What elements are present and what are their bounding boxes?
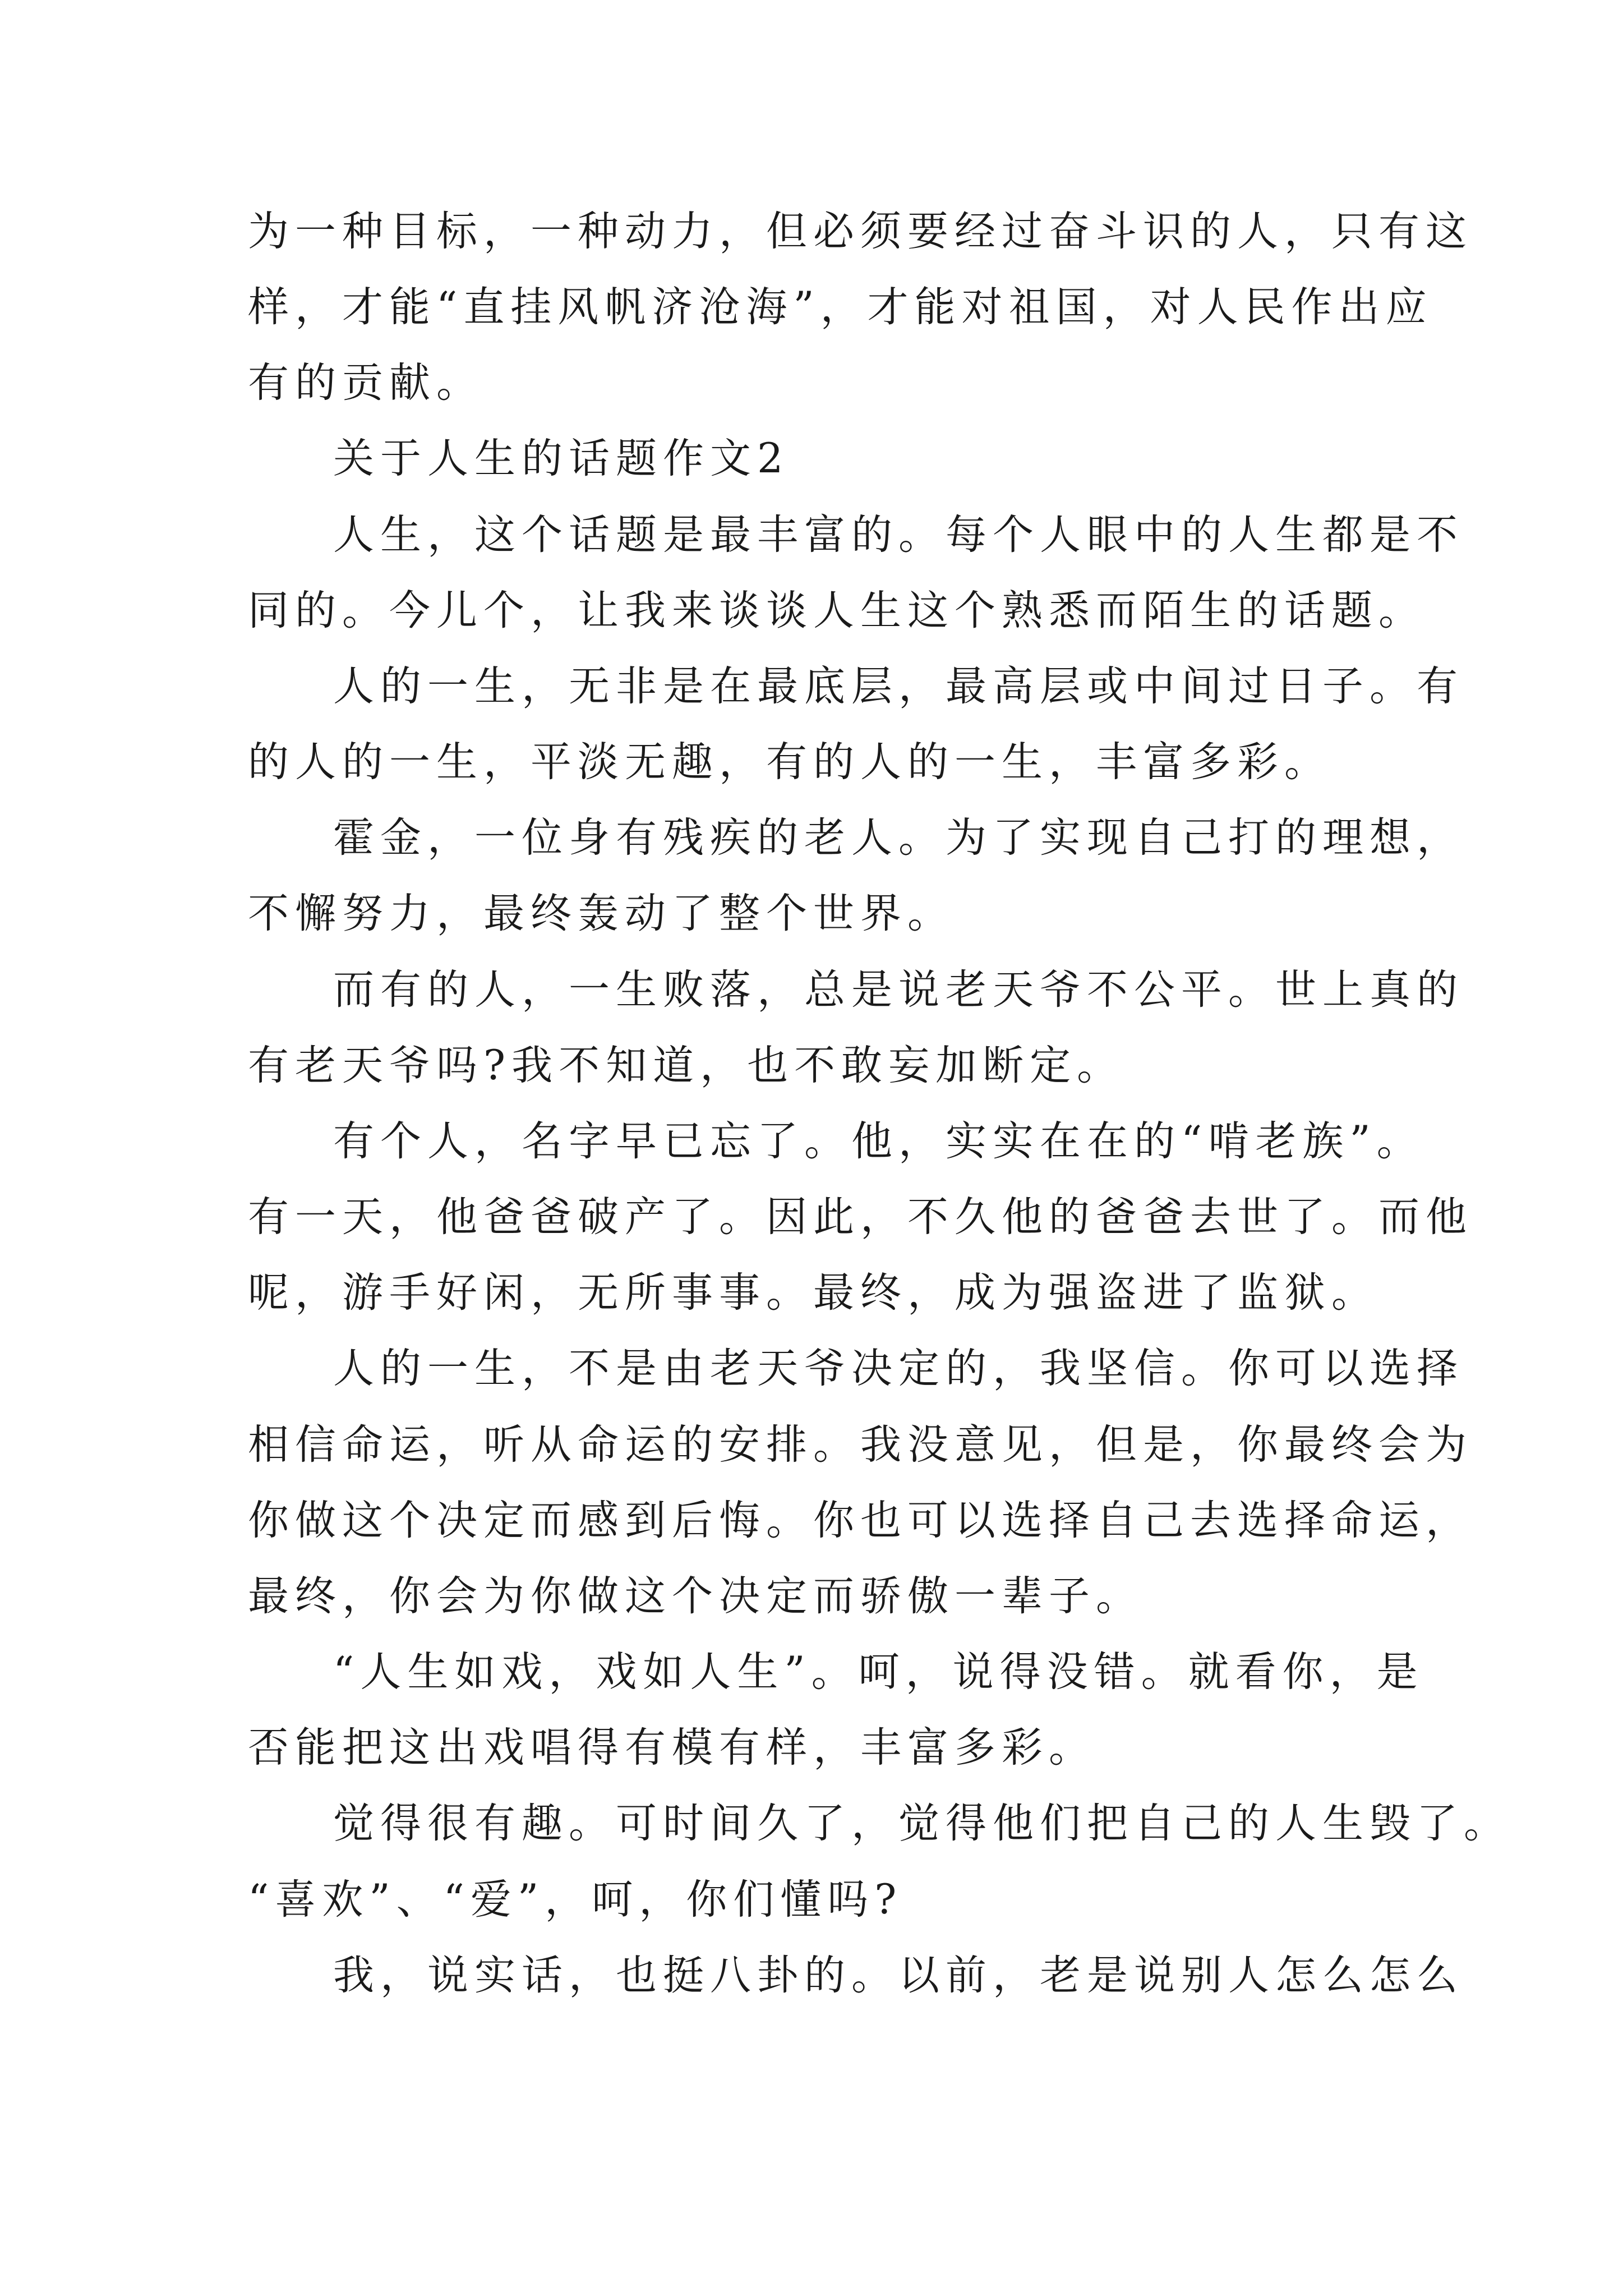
section-heading: 关于人生的话题作文2 xyxy=(333,435,790,482)
text-line: 最终，你会为你做这个决定而骄傲一辈子。 xyxy=(248,1572,1143,1620)
text-line: 有老天爷吗?我不知道，也不敢妄加断定。 xyxy=(248,1042,1124,1089)
text-line: 有的贡献。 xyxy=(248,359,483,407)
text-line: 有个人，名字早已忘了。他，实实在在的“啃老族”。 xyxy=(333,1117,1424,1165)
text-line: 的人的一生，平淡无趣，有的人的一生，丰富多彩。 xyxy=(248,738,1331,786)
text-line: “喜欢”、“爱”，呵，你们懂吗? xyxy=(248,1876,903,1924)
text-line: 有一天，他爸爸破产了。因此，不久他的爸爸去世了。而他 xyxy=(248,1193,1473,1241)
text-line: 人生，这个话题是最丰富的。每个人眼中的人生都是不 xyxy=(333,511,1464,559)
text-line: 相信命运，听从命运的安排。我没意见，但是，你最终会为 xyxy=(248,1421,1473,1469)
text-line: 人的一生，不是由老天爷决定的，我坚信。你可以选择 xyxy=(333,1345,1464,1392)
text-line: 人的一生，无非是在最底层，最高层或中间过日子。有 xyxy=(333,662,1464,710)
text-line: 同的。今儿个，让我来谈谈人生这个熟悉而陌生的话题。 xyxy=(248,587,1426,634)
text-line: 你做这个决定而感到后悔。你也可以选择自己去选择命运， xyxy=(248,1497,1473,1544)
text-line: 霍金，一位身有残疾的老人。为了实现自己打的理想， xyxy=(333,814,1464,862)
text-line: 而有的人，一生败落，总是说老天爷不公平。世上真的 xyxy=(333,966,1464,1014)
text-line: 样，才能“直挂风帆济沧海”，才能对祖国，对人民作出应 xyxy=(248,283,1433,331)
text-line: 为一种目标，一种动力，但必须要经过奋斗识的人，只有这 xyxy=(248,208,1473,255)
text-line: 呢，游手好闲，无所事事。最终，成为强盗进了监狱。 xyxy=(248,1269,1378,1317)
text-line: 我，说实话，也挺八卦的。以前，老是说别人怎么怎么 xyxy=(333,1952,1464,1999)
text-line: 觉得很有趣。可时间久了，觉得他们把自己的人生毁了。 xyxy=(333,1800,1511,1847)
text-line: “人生如戏，戏如人生”。呵，说得没错。就看你，是 xyxy=(333,1648,1424,1696)
text-line: 否能把这出戏唱得有模有样，丰富多彩。 xyxy=(248,1724,1096,1772)
text-line: 不懈努力，最终轰动了整个世界。 xyxy=(248,890,955,937)
